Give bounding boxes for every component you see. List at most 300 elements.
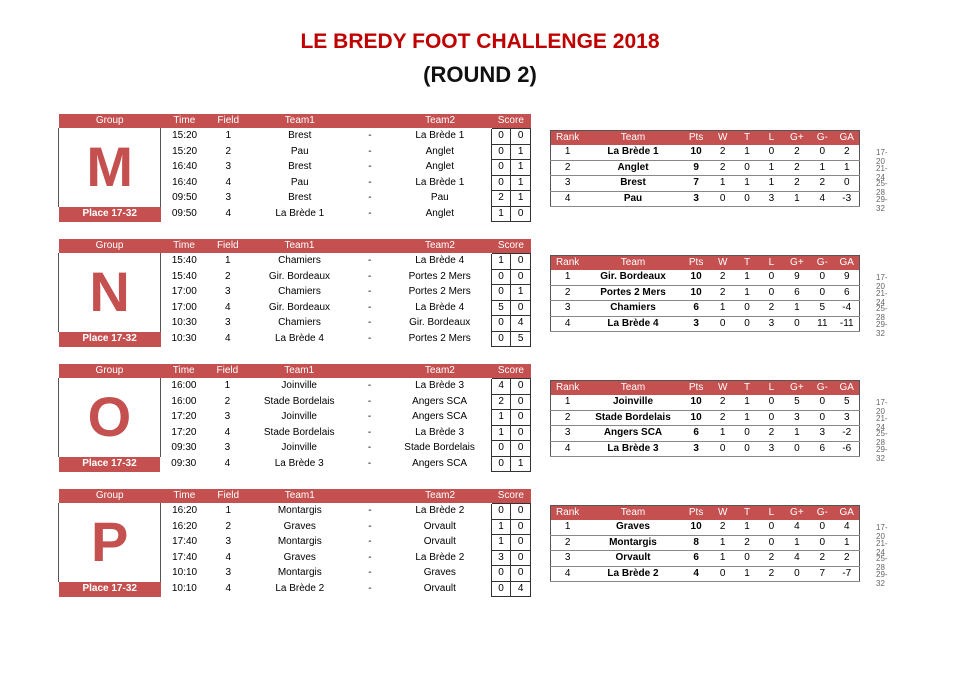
match-time: 16:40 (161, 160, 208, 176)
match-time: 16:00 (160, 394, 207, 410)
header-group: Group (59, 489, 161, 504)
ranking-header-rank: Rank (551, 381, 585, 396)
ranking-t: 1 (735, 176, 759, 192)
ranking-ga: -4 (835, 301, 860, 317)
match-team1: La Brède 2 (249, 581, 351, 597)
score-team1: 0 (491, 331, 511, 347)
header-field: Field (207, 364, 248, 379)
ranking-w: 2 (711, 395, 735, 410)
ranking-team: Anglet (584, 160, 681, 176)
score-team2: 1 (511, 456, 531, 472)
ranking-gp: 1 (784, 535, 811, 551)
match-sep: - (351, 160, 389, 176)
ranking-gm: 3 (810, 426, 834, 442)
ranking-pts: 6 (682, 301, 711, 317)
match-team1: Brest (249, 191, 351, 207)
match-time: 17:00 (161, 300, 208, 316)
ranking-ga: 4 (835, 520, 860, 535)
ranking-pts: 3 (682, 441, 711, 457)
ranking-rank: 1 (551, 395, 585, 410)
score-team2: 0 (511, 300, 531, 316)
match-sep: - (351, 175, 389, 191)
ranking-w: 1 (711, 535, 735, 551)
ranking-header-l: L (759, 131, 783, 146)
ranking-l: 0 (759, 395, 783, 410)
match-team1: Gir. Bordeaux (248, 300, 351, 316)
match-row (59, 254, 531, 270)
score-team2: 1 (511, 160, 531, 176)
ranking-pts: 10 (682, 520, 711, 535)
match-field: 3 (208, 191, 249, 207)
match-row (59, 206, 531, 222)
match-time: 15:40 (161, 269, 208, 285)
ranking-header-ga: GA (835, 131, 860, 146)
ranking-l: 0 (759, 270, 783, 285)
match-team2: La Brède 4 (389, 300, 492, 316)
score-team2: 0 (511, 269, 531, 285)
ranking-team: Joinville (584, 395, 681, 410)
ranking-pts: 10 (682, 410, 711, 426)
ranking-l: 2 (759, 551, 783, 567)
group-block-n (58, 239, 888, 349)
match-team2: Graves (389, 566, 491, 582)
ranking-l: 3 (759, 191, 783, 207)
ranking-w: 2 (711, 520, 735, 535)
match-field: 1 (208, 129, 249, 145)
score-team1: 1 (491, 519, 511, 535)
ranking-l: 2 (759, 566, 783, 582)
ranking-header-l: L (759, 381, 783, 396)
tier-label: 17-20 (876, 398, 888, 416)
ranking-w: 2 (711, 410, 735, 426)
match-time: 17:40 (161, 550, 208, 566)
match-team1: Chamiers (248, 285, 351, 301)
ranking-w: 0 (711, 191, 735, 207)
match-sep: - (351, 504, 389, 520)
match-row (59, 331, 531, 347)
header-score: Score (491, 364, 530, 379)
ranking-header-row (551, 381, 860, 396)
page-title: LE BREDY FOOT CHALLENGE 2018 (300, 30, 660, 53)
match-sep: - (351, 191, 389, 207)
ranking-w: 0 (711, 316, 735, 332)
ranking-rank: 3 (551, 426, 585, 442)
group-block-m (58, 114, 888, 224)
match-field: 3 (207, 316, 248, 332)
header-time: Time (161, 489, 208, 504)
group-letter: M (59, 129, 161, 207)
ranking-gm: 0 (810, 395, 834, 410)
header-team2: Team2 (389, 489, 491, 504)
ranking-w: 1 (711, 551, 735, 567)
match-row (59, 456, 531, 472)
match-field: 3 (207, 410, 248, 426)
ranking-header-team: Team (584, 381, 681, 396)
ranking-gm: 1 (810, 160, 834, 176)
header-separator (351, 114, 389, 129)
ranking-t: 1 (735, 395, 759, 410)
header-field: Field (208, 489, 249, 504)
match-field: 4 (207, 456, 248, 472)
ranking-pts: 10 (682, 145, 711, 160)
match-sep: - (351, 394, 389, 410)
ranking-header-pts: Pts (682, 506, 711, 521)
match-team2: Gir. Bordeaux (389, 316, 492, 332)
ranking-gp: 5 (784, 395, 811, 410)
score-team2: 0 (511, 550, 531, 566)
place-label: Place 17-32 (59, 331, 161, 347)
score-team2: 0 (511, 535, 531, 551)
matches-table (58, 489, 531, 597)
match-sep: - (351, 254, 389, 270)
match-team1: Graves (249, 550, 351, 566)
ranking-t: 1 (735, 270, 759, 285)
page-subtitle: (ROUND 2) (423, 62, 537, 87)
ranking-ga: -2 (835, 426, 860, 442)
match-time: 16:00 (160, 379, 207, 395)
score-team1: 2 (491, 394, 511, 410)
tier-label: 25-28 (876, 429, 888, 448)
match-field: 4 (208, 581, 249, 597)
ranking-ga: 1 (835, 535, 860, 551)
ranking-ga: 1 (835, 160, 860, 176)
ranking-w: 1 (711, 176, 735, 192)
ranking-t: 1 (735, 566, 759, 582)
match-row (59, 379, 531, 395)
match-field: 3 (208, 535, 249, 551)
ranking-header-w: W (711, 131, 735, 146)
score-team2: 1 (511, 191, 531, 207)
ranking-gp: 4 (784, 551, 811, 567)
ranking-t: 0 (735, 426, 759, 442)
tier-label: 29-32 (876, 569, 888, 588)
match-field: 3 (208, 566, 249, 582)
ranking-header-w: W (711, 381, 735, 396)
ranking-t: 2 (735, 535, 759, 551)
match-sep: - (351, 441, 389, 457)
ranking-header-row (551, 131, 860, 146)
ranking-team: La Brède 3 (584, 441, 681, 457)
ranking-gm: 6 (810, 441, 834, 457)
ranking-gp: 1 (784, 301, 811, 317)
ranking-w: 1 (711, 426, 735, 442)
score-team2: 0 (511, 254, 531, 270)
match-field: 3 (207, 441, 248, 457)
ranking-pts: 10 (682, 270, 711, 285)
score-team2: 1 (511, 285, 531, 301)
ranking-pts: 4 (682, 566, 711, 582)
ranking-team: Montargis (584, 535, 681, 551)
group-letter: N (59, 254, 161, 332)
header-field: Field (208, 114, 249, 129)
ranking-header-team: Team (584, 131, 681, 146)
tier-label: 29-32 (876, 319, 888, 338)
match-team2: Portes 2 Mers (389, 269, 492, 285)
ranking-l: 0 (759, 285, 783, 301)
ranking-gp: 2 (784, 176, 811, 192)
match-sep: - (351, 535, 389, 551)
ranking-pts: 9 (682, 160, 711, 176)
match-team2: Portes 2 Mers (389, 331, 492, 347)
match-time: 15:20 (161, 144, 208, 160)
ranking-team: Orvault (584, 551, 681, 567)
place-label: Place 17-32 (59, 456, 161, 472)
ranking-row (551, 285, 860, 301)
ranking-header-pts: Pts (682, 381, 711, 396)
score-team1: 0 (491, 285, 511, 301)
ranking-row (551, 426, 860, 442)
ranking-w: 2 (711, 145, 735, 160)
ranking-header-pts: Pts (682, 256, 711, 271)
match-field: 4 (208, 550, 249, 566)
ranking-table (550, 255, 860, 332)
score-team2: 0 (511, 410, 531, 426)
ranking-rank: 4 (551, 316, 585, 332)
ranking-gp: 2 (784, 145, 811, 160)
ranking-gm: 2 (810, 551, 834, 567)
ranking-team: Portes 2 Mers (584, 285, 681, 301)
header-team2: Team2 (388, 364, 491, 379)
tier-label: 17-20 (876, 523, 888, 541)
match-sep: - (351, 300, 389, 316)
ranking-l: 1 (759, 176, 783, 192)
ranking-header-gp: G+ (784, 506, 811, 521)
match-team1: Stade Bordelais (248, 394, 351, 410)
header-score: Score (491, 114, 530, 129)
ranking-header-rank: Rank (551, 256, 585, 271)
match-time: 09:30 (160, 456, 207, 472)
score-team1: 0 (491, 581, 511, 597)
match-team2: Orvault (389, 535, 491, 551)
score-team1: 0 (491, 566, 511, 582)
ranking-gp: 0 (784, 316, 811, 332)
match-team2: Anglet (389, 160, 491, 176)
match-team1: La Brède 4 (248, 331, 351, 347)
ranking-row (551, 410, 860, 426)
tier-label: 17-20 (876, 273, 888, 291)
score-team1: 0 (491, 441, 511, 457)
ranking-header-ga: GA (835, 256, 860, 271)
ranking-row (551, 191, 860, 207)
ranking-rank: 3 (551, 551, 585, 567)
ranking-rank: 2 (551, 535, 585, 551)
ranking-ga: -3 (835, 191, 860, 207)
match-time: 10:10 (161, 581, 208, 597)
ranking-t: 1 (735, 285, 759, 301)
ranking-header-gm: G- (810, 131, 834, 146)
match-team1: Gir. Bordeaux (248, 269, 351, 285)
ranking-rank: 3 (551, 176, 585, 192)
match-team1: Montargis (249, 566, 351, 582)
ranking-header-gm: G- (810, 506, 834, 521)
header-team1: Team1 (248, 239, 351, 254)
score-team1: 5 (491, 300, 511, 316)
group-block-o (58, 364, 888, 474)
match-time: 17:20 (160, 410, 207, 426)
group-letter: O (59, 379, 161, 457)
match-team1: Montargis (249, 535, 351, 551)
header-score: Score (491, 239, 530, 254)
score-team1: 1 (491, 410, 511, 426)
header-time: Time (160, 364, 207, 379)
ranking-header-pts: Pts (682, 131, 711, 146)
ranking-header-row (551, 506, 860, 521)
ranking-team: Chamiers (584, 301, 681, 317)
ranking-ga: 6 (835, 285, 860, 301)
header-group: Group (59, 364, 161, 379)
match-sep: - (351, 456, 389, 472)
ranking-team: Graves (584, 520, 681, 535)
ranking-w: 1 (711, 301, 735, 317)
header-group: Group (59, 239, 161, 254)
match-time: 10:10 (161, 566, 208, 582)
ranking-gp: 9 (784, 270, 811, 285)
ranking-header-l: L (759, 256, 783, 271)
ranking-team: Angers SCA (584, 426, 681, 442)
ranking-ga: 9 (835, 270, 860, 285)
match-team2: La Brède 2 (389, 504, 491, 520)
match-field: 2 (207, 394, 248, 410)
header-group: Group (59, 114, 161, 129)
ranking-rank: 4 (551, 441, 585, 457)
ranking-rank: 4 (551, 566, 585, 582)
header-team1: Team1 (249, 489, 351, 504)
score-team2: 4 (511, 316, 531, 332)
header-separator (351, 489, 389, 504)
ranking-gm: 4 (810, 191, 834, 207)
match-team1: Pau (249, 175, 351, 191)
ranking-ga: -11 (835, 316, 860, 332)
matches-table (58, 114, 531, 222)
ranking-rank: 4 (551, 191, 585, 207)
ranking-pts: 3 (682, 316, 711, 332)
match-sep: - (351, 566, 389, 582)
ranking-header-l: L (759, 506, 783, 521)
ranking-header-t: T (735, 131, 759, 146)
ranking-l: 2 (759, 301, 783, 317)
match-field: 2 (208, 144, 249, 160)
match-time: 17:00 (161, 285, 208, 301)
ranking-header-gm: G- (810, 381, 834, 396)
match-field: 1 (207, 254, 248, 270)
matches-header-row (59, 239, 531, 254)
ranking-header-team: Team (584, 506, 681, 521)
tier-label: 17-20 (876, 148, 888, 166)
ranking-l: 1 (759, 160, 783, 176)
ranking-header-t: T (735, 256, 759, 271)
ranking-header-row (551, 256, 860, 271)
match-time: 09:50 (161, 206, 208, 222)
match-team2: Angers SCA (388, 456, 491, 472)
match-field: 2 (207, 269, 248, 285)
score-team1: 4 (491, 379, 511, 395)
tier-label: 25-28 (876, 554, 888, 573)
ranking-l: 2 (759, 426, 783, 442)
match-team2: La Brède 2 (389, 550, 491, 566)
ranking-gm: 2 (810, 176, 834, 192)
score-team2: 0 (511, 129, 531, 145)
score-team2: 0 (511, 441, 531, 457)
place-label: Place 17-32 (59, 206, 161, 222)
ranking-l: 0 (759, 145, 783, 160)
match-team2: La Brède 3 (388, 379, 491, 395)
score-team1: 1 (491, 206, 511, 222)
ranking-gp: 1 (784, 426, 811, 442)
ranking-pts: 10 (682, 395, 711, 410)
ranking-rank: 2 (551, 285, 585, 301)
ranking-table (550, 130, 860, 207)
match-sep: - (351, 550, 389, 566)
ranking-team: La Brède 1 (584, 145, 681, 160)
match-time: 10:30 (161, 316, 208, 332)
match-sep: - (351, 285, 389, 301)
ranking-pts: 10 (682, 285, 711, 301)
matches-header-row (59, 489, 531, 504)
tier-label: 21-24 (876, 288, 888, 307)
header-score: Score (491, 489, 530, 504)
tier-label: 25-28 (876, 179, 888, 198)
match-time: 17:40 (161, 535, 208, 551)
ranking-gm: 0 (810, 520, 834, 535)
ranking-team: Pau (584, 191, 681, 207)
score-team1: 0 (491, 144, 511, 160)
match-team2: La Brède 3 (388, 425, 491, 441)
ranking-ga: 0 (835, 176, 860, 192)
ranking-header-team: Team (584, 256, 681, 271)
match-team2: Angers SCA (388, 394, 491, 410)
match-sep: - (351, 410, 389, 426)
ranking-header-gp: G+ (784, 131, 811, 146)
match-time: 09:30 (160, 441, 207, 457)
ranking-pts: 3 (682, 191, 711, 207)
ranking-header-w: W (711, 506, 735, 521)
match-sep: - (351, 519, 389, 535)
match-team2: Orvault (389, 519, 491, 535)
ranking-team: La Brède 2 (584, 566, 681, 582)
match-team1: Stade Bordelais (248, 425, 351, 441)
tier-label: 29-32 (876, 194, 888, 213)
ranking-team: Stade Bordelais (584, 410, 681, 426)
score-team2: 0 (511, 504, 531, 520)
match-field: 2 (208, 519, 249, 535)
match-field: 1 (207, 379, 248, 395)
matches-header-row (59, 364, 531, 379)
match-row (59, 129, 531, 145)
score-team2: 1 (511, 175, 531, 191)
ranking-w: 2 (711, 270, 735, 285)
match-team2: Portes 2 Mers (389, 285, 492, 301)
match-sep: - (351, 206, 389, 222)
ranking-gm: 5 (810, 301, 834, 317)
match-team1: La Brède 1 (249, 206, 351, 222)
ranking-gp: 0 (784, 441, 811, 457)
tier-label: 21-24 (876, 413, 888, 432)
ranking-gm: 7 (810, 566, 834, 582)
ranking-rank: 1 (551, 270, 585, 285)
score-team2: 4 (511, 581, 531, 597)
tier-label: 29-32 (876, 444, 888, 463)
score-team2: 0 (511, 206, 531, 222)
header-team2: Team2 (389, 114, 491, 129)
ranking-l: 0 (759, 520, 783, 535)
score-team1: 0 (491, 504, 511, 520)
ranking-rank: 1 (551, 145, 585, 160)
match-field: 4 (207, 425, 248, 441)
match-team2: Pau (389, 191, 491, 207)
ranking-gm: 0 (810, 145, 834, 160)
ranking-t: 1 (735, 520, 759, 535)
header-field: Field (207, 239, 248, 254)
